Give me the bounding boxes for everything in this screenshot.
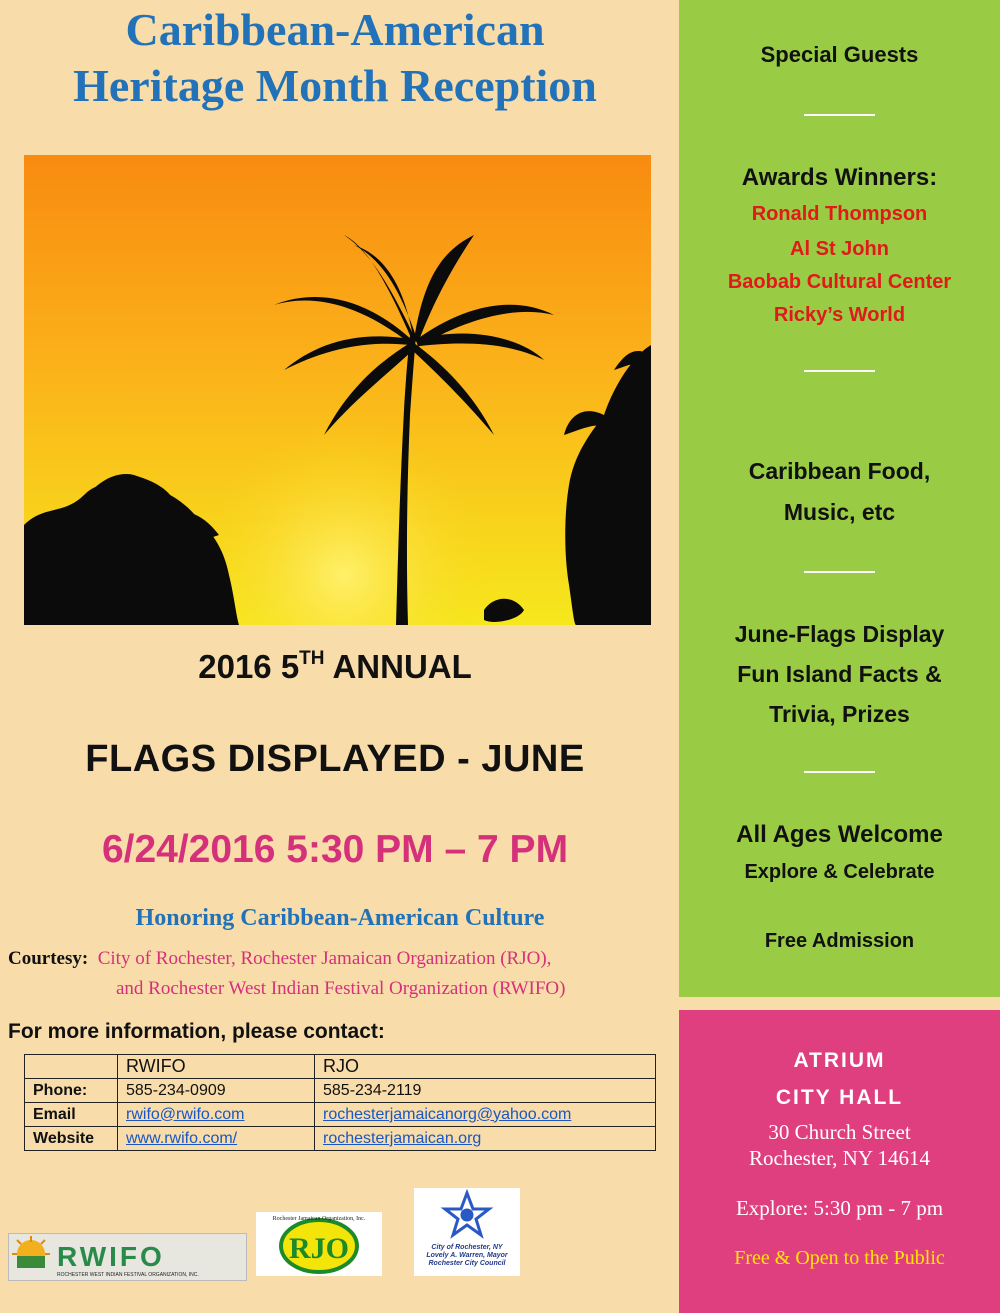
rwifo-logo [8, 1233, 247, 1281]
rjo-phone: 585-234-2119 [315, 1079, 656, 1103]
all-ages-text: All Ages Welcome [736, 821, 943, 848]
contact-table [24, 1054, 656, 1151]
explore-celebrate-text: Explore & Celebrate [744, 861, 935, 883]
event-datetime: 6/24/2016 5:30 PM – 7 PM [101, 828, 569, 871]
title-line-1: Caribbean-American [125, 4, 545, 55]
table-header-cell: RJO [315, 1055, 656, 1079]
winner-name: Ricky’s World [773, 304, 906, 326]
city-of-rochester-logo [414, 1188, 520, 1276]
winner-name: Baobab Cultural Center [727, 271, 952, 293]
table-row [25, 1127, 656, 1151]
venue-explore-time: Explore: 5:30 pm - 7 pm [735, 1196, 944, 1220]
rwifo-logo-subtext: ROCHESTER WEST INDIAN FESTIVAL ORGANIZATION, INC. [57, 1272, 199, 1278]
divider [804, 771, 875, 773]
palm-sunset-image [24, 155, 651, 625]
awards-heading: Awards Winners: [741, 164, 938, 191]
winner-name: Ronald Thompson [751, 203, 928, 225]
venue-line-1: ATRIUM [793, 1049, 886, 1072]
rwifo-email-link[interactable]: rwifo@rwifo.com [126, 1105, 245, 1123]
courtesy-line-2: and Rochester West Indian Festival Organization (RWIFO) [116, 978, 566, 999]
page-title [0, 2, 670, 114]
food-line-2: Music, etc [783, 499, 896, 525]
title-line-2: Heritage Month Reception [73, 60, 597, 111]
rwifo-website-link[interactable]: www.rwifo.com/ [126, 1129, 238, 1147]
special-guests-heading: Special Guests [760, 42, 919, 67]
venue-street: 30 Church Street [768, 1120, 911, 1144]
courtesy-label: Courtesy [8, 948, 82, 969]
food-line-1: Caribbean Food, [748, 458, 931, 484]
table-header-cell [25, 1055, 118, 1079]
courtesy-block: Courtesy: City of Rochester, Rochester Jamaican Organization (RJO), and Rochester West Indian Festival Organization (RWIFO) [8, 944, 668, 1004]
venue-city: Rochester, NY 14614 [749, 1146, 930, 1170]
flags-displayed-heading: FLAGS DISPLAYED - JUNE [85, 738, 585, 780]
flags-display-line-2: Fun Island Facts & [737, 661, 942, 687]
row-label: Phone: [25, 1079, 118, 1103]
rjo-website-link[interactable]: rochesterjamaican.org [323, 1129, 482, 1147]
table-header-row [25, 1055, 656, 1079]
annual-suffix: ANNUAL [324, 648, 472, 685]
annual-heading [0, 648, 670, 686]
city-logo-line-3: Rochester City Council [428, 1260, 506, 1267]
flags-display-line-3: Trivia, Prizes [769, 701, 910, 727]
annual-prefix: 2016 5 [198, 648, 300, 685]
courtesy-line-1: City of Rochester, Rochester Jamaican Organization (RJO), [97, 948, 552, 969]
rjo-logo-subtext: Rochester Jamaican Organization, Inc. [272, 1216, 366, 1222]
rjo-logo-text: RJO [289, 1232, 349, 1265]
row-label: Website [25, 1127, 118, 1151]
divider [804, 370, 875, 372]
annual-superscript: TH [299, 648, 325, 669]
row-label: Email [25, 1103, 118, 1127]
contact-heading: For more information, please contact: [8, 1020, 385, 1043]
table-row [25, 1079, 656, 1103]
divider [804, 571, 875, 573]
rwifo-phone: 585-234-0909 [118, 1079, 315, 1103]
honoring-text: Honoring Caribbean-American Culture [135, 905, 545, 931]
table-header-cell: RWIFO [118, 1055, 315, 1079]
table-row [25, 1103, 656, 1127]
winner-name: Al St John [790, 238, 889, 260]
free-admission-text: Free Admission [764, 930, 915, 952]
flags-display-line-1: June-Flags Display [734, 621, 945, 647]
city-logo-line-2: Lovely A. Warren, Mayor [426, 1252, 508, 1259]
rjo-email-link[interactable]: rochesterjamaicanorg@yahoo.com [323, 1105, 572, 1123]
venue-line-2: CITY HALL [775, 1086, 904, 1109]
city-logo-line-1: City of Rochester, NY [431, 1244, 503, 1251]
divider [804, 114, 875, 116]
rjo-logo [256, 1212, 382, 1276]
rwifo-logo-text: RWIFO [57, 1241, 165, 1272]
venue-free-text: Free & Open to the Public [734, 1247, 945, 1269]
